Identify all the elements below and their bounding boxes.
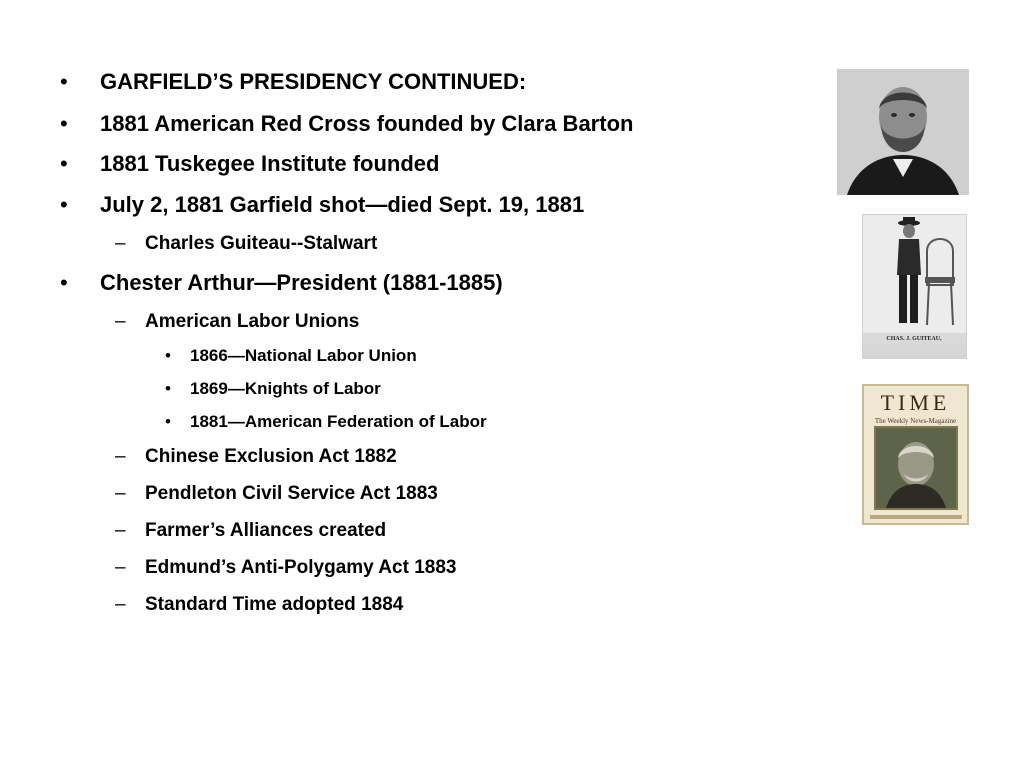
portrait-illustration	[837, 69, 969, 195]
dash-marker: –	[115, 311, 126, 332]
bullet-text: Pendleton Civil Service Act 1883	[145, 483, 438, 504]
dash-marker: –	[115, 483, 126, 504]
garfield-portrait-image	[837, 69, 969, 195]
dash-marker: –	[115, 594, 126, 615]
dash-marker: –	[115, 446, 126, 467]
bullet-marker: •	[60, 69, 68, 94]
bullet-marker: •	[60, 270, 68, 295]
bullet-text: 1881—American Federation of Labor	[190, 412, 487, 431]
sub-bullet-item	[115, 233, 378, 255]
sub-bullet-item	[115, 483, 438, 505]
sub-sub-bullet-item	[165, 412, 487, 432]
cover-portrait-frame	[874, 426, 958, 510]
sub-bullet-item	[115, 311, 360, 333]
bullet-text: Chinese Exclusion Act 1882	[145, 446, 397, 467]
bullet-text: Standard Time adopted 1884	[145, 594, 404, 615]
dash-marker: –	[115, 520, 126, 541]
bullet-text: July 2, 1881 Garfield shot—died Sept. 19, 1881	[100, 192, 585, 217]
sub-sub-bullet-item	[165, 346, 417, 366]
bullet-heading	[60, 69, 527, 95]
photo-caption: CHAS. J. GUITEAU,	[886, 336, 942, 342]
bullet-item	[60, 151, 440, 177]
time-tagline: The Weekly News-Magazine	[874, 417, 957, 425]
bullet-item	[60, 192, 585, 218]
bullet-marker: •	[60, 111, 68, 136]
bullet-text: Edmund’s Anti-Polygamy Act 1883	[145, 557, 457, 578]
sub-sub-bullet-item	[165, 379, 381, 399]
bullet-text: GARFIELD’S PRESIDENCY CONTINUED:	[100, 69, 527, 94]
bullet-marker: •	[60, 151, 68, 176]
bullet-text: 1866—National Labor Union	[190, 346, 417, 365]
standing-figure-illustration	[863, 215, 966, 333]
time-magazine-cover-image	[862, 384, 969, 525]
dash-marker: –	[115, 557, 126, 578]
bullet-item	[60, 111, 634, 137]
bullet-marker: •	[60, 192, 68, 217]
bullet-text: 1881 Tuskegee Institute founded	[100, 151, 440, 176]
bullet-text: Farmer’s Alliances created	[145, 520, 387, 541]
cover-portrait-illustration	[876, 428, 956, 508]
bullet-marker: •	[165, 412, 171, 431]
guiteau-photo-image	[862, 214, 967, 359]
bullet-text: 1869—Knights of Labor	[190, 379, 381, 398]
sub-bullet-item	[115, 446, 397, 468]
bullet-text: American Labor Unions	[145, 311, 360, 332]
sub-bullet-item	[115, 557, 457, 579]
cover-footer-strip	[870, 515, 962, 519]
bullet-marker: •	[165, 379, 171, 398]
bullet-marker: •	[165, 346, 171, 365]
bullet-text: Charles Guiteau--Stalwart	[145, 233, 378, 254]
bullet-text: Chester Arthur—President (1881-1885)	[100, 270, 503, 295]
sub-bullet-item	[115, 520, 387, 542]
time-masthead: TIME	[880, 390, 951, 415]
sub-bullet-item	[115, 594, 404, 616]
bullet-item	[60, 270, 503, 296]
bullet-text: 1881 American Red Cross founded by Clara Barton	[100, 111, 634, 136]
dash-marker: –	[115, 233, 126, 254]
